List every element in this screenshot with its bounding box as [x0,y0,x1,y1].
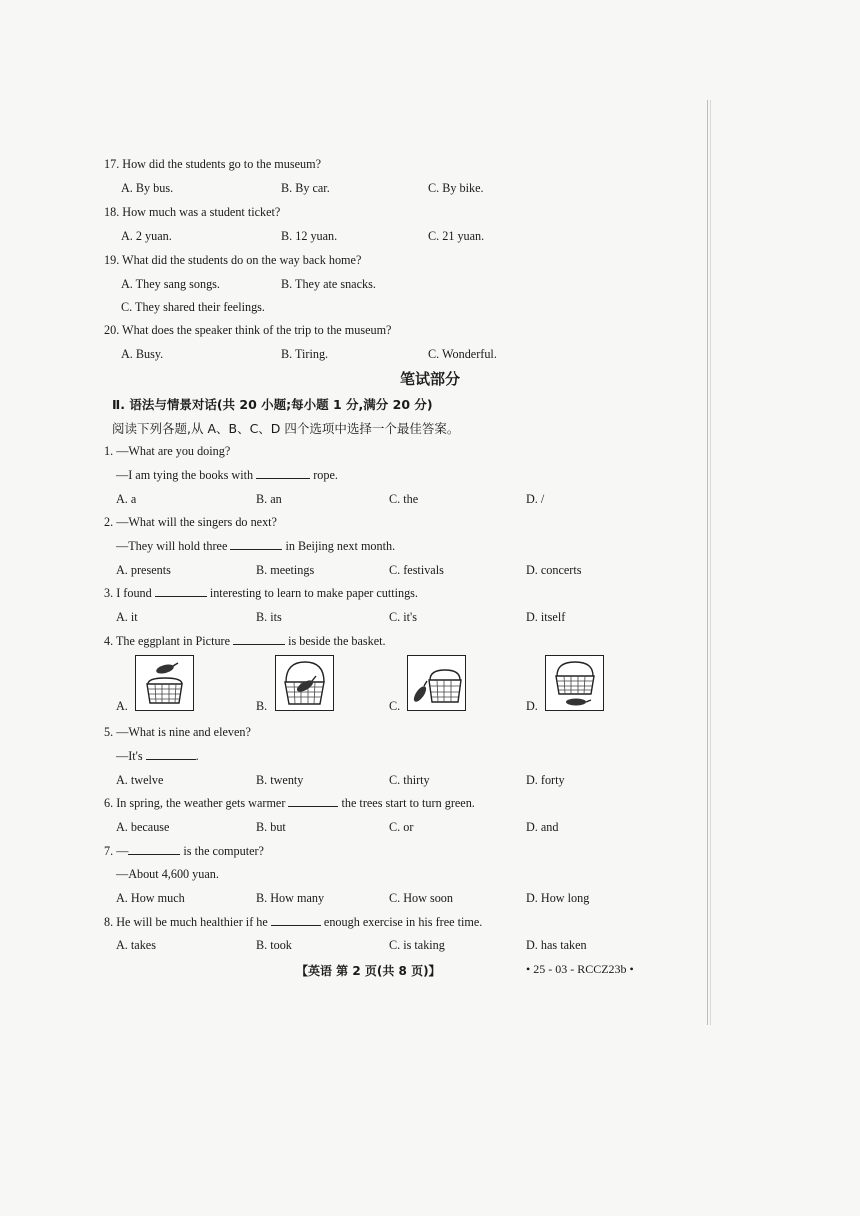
text: in Beijing next month. [285,539,396,553]
option: C. is taking [389,938,445,952]
text: the trees start to turn green. [341,796,475,810]
page-code: • 25 - 03 - RCCZ23b • [526,962,634,976]
text: 8. He will be much healthier if he [104,915,268,929]
question-2: 2. —What will the singers do next? [104,515,277,529]
picture-a [135,655,194,711]
question-1-stem [116,467,338,483]
question-6 [104,795,475,811]
answer-blank [146,749,196,760]
question-18: 18. How much was a student ticket? [104,205,281,219]
option: A. because [116,820,170,834]
text: rope. [313,468,338,482]
text: 6. In spring, the weather gets warmer [104,796,286,810]
option: C. Wonderful. [428,347,497,361]
text: . [195,749,199,763]
option: A. They sang songs. [121,277,220,291]
option: C. or [389,820,414,834]
question-3 [104,585,418,601]
binding-line-secondary [710,100,711,1025]
option: B. but [256,820,286,834]
text: 7. — [104,844,129,858]
answer-blank [256,468,310,479]
question-7-answer: —About 4,600 yuan. [116,867,219,881]
option: A. How much [116,891,185,905]
option: D. has taken [526,938,587,952]
question-20: 20. What does the speaker think of the trip to the museum? [104,323,392,337]
option: B. an [256,492,282,506]
picture-c [407,655,466,711]
answer-blank [233,634,285,645]
answer-blank [128,844,180,855]
binding-line [707,100,708,1025]
option: C. thirty [389,773,430,787]
option: B. meetings [256,563,315,577]
section-heading: Ⅱ. 语法与情景对话(共 20 小题;每小题 1 分,满分 20 分) [112,397,433,412]
answer-blank [271,915,321,926]
option: D. / [526,492,545,506]
option: A. 2 yuan. [121,229,172,243]
option-label: C. [389,699,401,713]
option: B. twenty [256,773,304,787]
question-2-stem [116,538,395,554]
page-footer: 【英语 第 2 页(共 8 页)】 [296,964,441,978]
text: 3. I found [104,586,152,600]
option: B. By car. [281,181,330,195]
question-5-stem [116,748,199,764]
option: C. it's [389,610,417,624]
option: C. festivals [389,563,444,577]
instruction: 阅读下列各题,从 A、B、C、D 四个选项中选择一个最佳答案。 [112,421,460,436]
text: is the computer? [183,844,264,858]
option: C. How soon [389,891,453,905]
question-17: 17. How did the students go to the museum? [104,157,321,171]
option: A. a [116,492,137,506]
option: C. They shared their feelings. [121,300,265,314]
text: 4. The eggplant in Picture [104,634,231,648]
option: A. twelve [116,773,164,787]
text: enough exercise in his free time. [323,915,483,929]
text: —They will hold three [116,539,228,553]
answer-blank [230,539,282,550]
option: A. it [116,610,138,624]
picture-d [545,655,604,711]
written-section-title: 笔试部分 [399,370,460,388]
option: C. By bike. [428,181,484,195]
option: B. 12 yuan. [281,229,338,243]
option-label: A. [116,699,128,713]
question-7 [104,843,264,859]
option: A. takes [116,938,156,952]
option: A. By bus. [121,181,174,195]
option: A. Busy. [121,347,164,361]
option: B. took [256,938,292,952]
option: B. They ate snacks. [281,277,376,291]
option: D. How long [526,891,590,905]
question-4 [104,633,386,649]
option: D. and [526,820,559,834]
question-1: 1. —What are you doing? [104,444,231,458]
question-19: 19. What did the students do on the way back home? [104,253,362,267]
answer-blank [155,586,207,597]
option: B. Tiring. [281,347,329,361]
option: C. the [389,492,419,506]
question-8 [104,914,482,930]
text: —It's [116,749,143,763]
option-label: B. [256,699,268,713]
option: C. 21 yuan. [428,229,485,243]
text: is beside the basket. [288,634,386,648]
option: D. itself [526,610,566,624]
option: A. presents [116,563,171,577]
answer-blank [288,796,338,807]
question-5: 5. —What is nine and eleven? [104,725,251,739]
option: B. its [256,610,282,624]
picture-b [275,655,334,711]
option: B. How many [256,891,325,905]
option: D. forty [526,773,565,787]
text: —I am tying the books with [116,468,254,482]
option: D. concerts [526,563,582,577]
option-label: D. [526,699,538,713]
text: interesting to learn to make paper cuttings. [209,586,418,600]
